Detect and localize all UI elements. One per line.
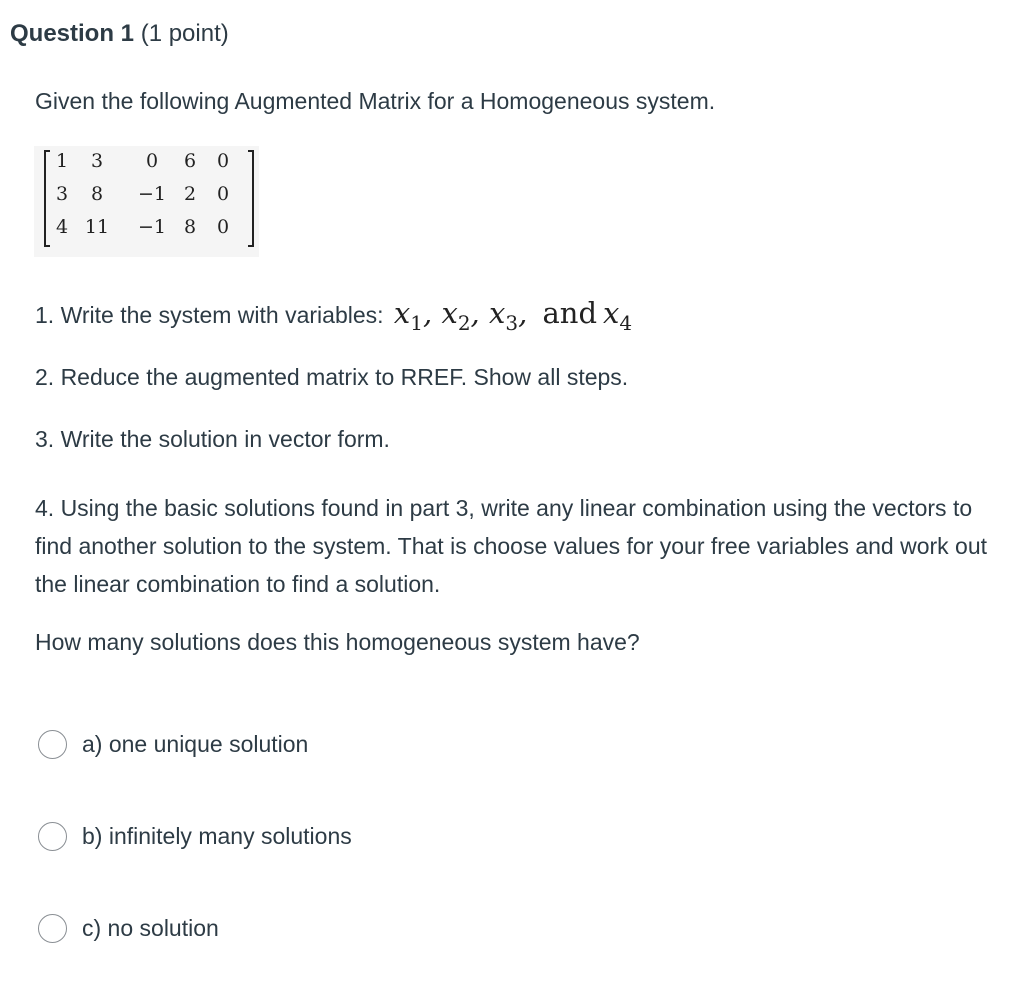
- matrix-cell: 11: [84, 216, 110, 238]
- variables-math: $x_1$, $x_2$, $x_3$, and $x_4$: [393, 296, 633, 335]
- part-4: 4. Using the basic solutions found in part 3, write any linear combination using the vectors to find another solution to the system. That is choose values for your free variables and work out the linear combination to find a solution.: [35, 495, 988, 597]
- matrix-cell: 0: [216, 183, 230, 205]
- radio-button-a[interactable]: [38, 730, 67, 759]
- option-a-label[interactable]: a) one unique solution: [82, 731, 309, 757]
- augmented-matrix: [34, 146, 259, 257]
- matrix-cell: 3: [55, 183, 69, 205]
- matrix-cell: 8: [183, 216, 197, 238]
- matrix-cell: −1: [137, 183, 166, 205]
- variable-x4: $x_4$: [603, 296, 633, 335]
- variable-x3: $x_3$: [488, 296, 519, 335]
- variable-x2: $x_2$: [441, 296, 471, 335]
- option-c-label[interactable]: c) no solution: [82, 915, 219, 941]
- matrix-cell: 1: [55, 150, 69, 172]
- part-1-text: 1. Write the system with variables:: [35, 302, 384, 328]
- matrix-cell: −1: [137, 216, 166, 238]
- part-3: 3. Write the solution in vector form.: [35, 426, 390, 452]
- question-intro: Given the following Augmented Matrix for a Homogeneous system.: [35, 88, 716, 114]
- matrix-cell: 0: [145, 150, 159, 172]
- matrix-cell: 6: [183, 150, 197, 172]
- variable-x1: $x_1$: [393, 296, 424, 335]
- matrix-row: [44, 183, 254, 213]
- question-points: (1 point): [140, 20, 229, 47]
- matrix-cell: 2: [183, 183, 197, 205]
- matrix-row: [44, 150, 254, 180]
- matrix-cell: 4: [55, 216, 69, 238]
- matrix-row: [44, 216, 254, 246]
- part-2: 2. Reduce the augmented matrix to RREF. Show all steps.: [35, 364, 629, 390]
- matrix-cell: 0: [216, 150, 230, 172]
- question-title: Question 1: [10, 20, 135, 47]
- matrix-cell: 0: [216, 216, 230, 238]
- radio-button-b[interactable]: [38, 822, 67, 851]
- part-1: [35, 296, 632, 335]
- option-b-label[interactable]: b) infinitely many solutions: [82, 823, 352, 849]
- matrix-cell: 3: [90, 150, 104, 172]
- matrix-cell: 8: [90, 183, 104, 205]
- and-text: and: [542, 296, 598, 330]
- question-prompt: How many solutions does this homogeneous system have?: [35, 629, 640, 655]
- radio-button-c[interactable]: [38, 914, 67, 943]
- question-header: [10, 20, 229, 48]
